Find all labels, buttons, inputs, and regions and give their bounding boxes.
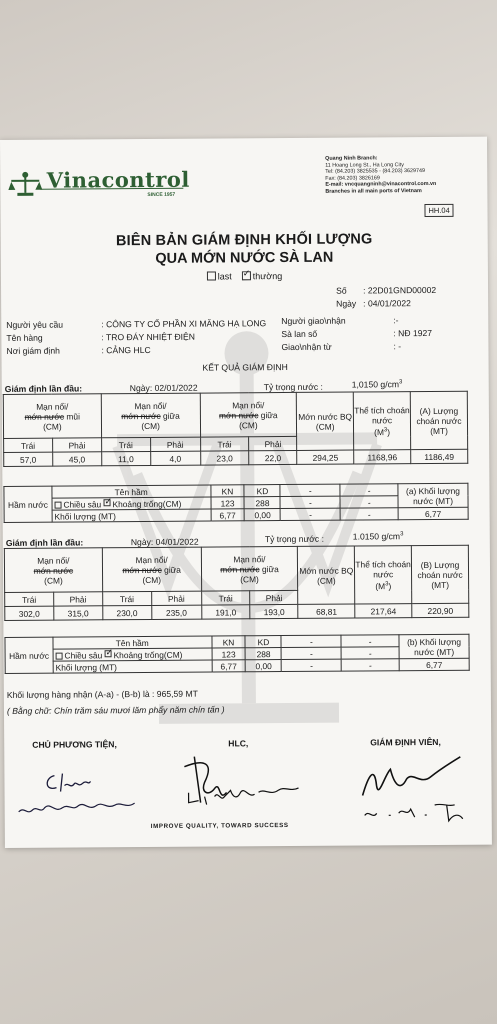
right-header: Phải xyxy=(150,437,200,451)
dash-cell: - xyxy=(280,496,340,508)
water-a-value: 6,77 xyxy=(398,507,468,519)
water-b-header: (b) Khối lượng nước (MT) xyxy=(399,634,469,658)
right-header: Phải xyxy=(151,591,201,605)
goods-label: Tên hàng xyxy=(6,332,43,343)
bow-draft-header: Mạn nổi/ mớn nước mũi (CM) xyxy=(3,394,101,439)
table-cell: 191,0 xyxy=(201,605,250,619)
second-survey-label: Giám định lần đầu: xyxy=(5,537,84,548)
right-header: Phải xyxy=(52,438,101,452)
branch-info xyxy=(325,155,436,195)
place-label: Nơi giám định xyxy=(6,345,60,356)
logo-text: Vinacontrol xyxy=(46,166,190,193)
first-survey-label: Giám định lần đầu: xyxy=(4,383,83,394)
second-density-label: Tỷ trọng nước : xyxy=(264,533,324,545)
left-header: Trái xyxy=(201,591,250,605)
first-density-value: 1,0150 $g/cm^3$ xyxy=(351,379,403,390)
water-a-header: (a) Khối lượng nước (MT) xyxy=(398,483,468,507)
left-header: Trái xyxy=(4,438,53,452)
doc-number-label: Số xyxy=(336,285,347,296)
dash-cell: - xyxy=(341,647,399,659)
table-cell: 220,90 xyxy=(412,603,469,617)
table-cell: 193,0 xyxy=(250,604,298,618)
inspector-title: GIÁM ĐỊNH VIÊN, xyxy=(370,736,441,748)
owner-title: CHỦ PHƯƠNG TIỆN, xyxy=(32,739,117,750)
barge-label: Sà lan số xyxy=(281,328,318,340)
table-cell: 11,0 xyxy=(101,451,150,465)
tank-name-header: Tên hầm xyxy=(52,485,211,498)
kn-header: KN xyxy=(212,636,246,648)
volume-header: Thể tích choán nước $(M^3)$ xyxy=(355,546,412,604)
branch-tel: Tel: (84.203) 3825535 - (84.203) 3629749 xyxy=(325,168,426,175)
first-density-label: Tỷ trọng nước : xyxy=(263,381,323,393)
doc-number: : 22D01GND00002 xyxy=(363,284,437,296)
goods-value: : TRO ĐÁY NHIỆT ĐIỆN xyxy=(101,331,196,343)
first-survey-date: Ngày: 02/01/2022 xyxy=(129,382,198,394)
table-cell: 230,0 xyxy=(103,605,152,619)
result-title: KẾT QUẢ GIÁM ĐỊNH xyxy=(202,361,288,373)
left-header: Trái xyxy=(102,591,151,605)
normal-label: thường xyxy=(252,271,283,282)
dash-cell: - xyxy=(280,484,340,496)
dash-cell: - xyxy=(341,659,399,671)
branch-address: 11 Hoang Long St., Ha Long City xyxy=(325,161,404,169)
stern-draft-header: Mạn nổi/ mớn nước giữa (CM) xyxy=(201,546,298,591)
inspector-signature xyxy=(354,755,484,826)
mass-kn: 6,77 xyxy=(212,660,246,672)
mass-label: Khối lượng (MT) xyxy=(53,660,212,673)
mass-b-header: (B) Lượng choán nước (MT) xyxy=(411,545,468,603)
slogan: IMPROVE QUALITY, TOWARD SUCCESS xyxy=(150,822,289,830)
second-survey-date: Ngày: 04/01/2022 xyxy=(130,536,199,548)
mass-in-words: ( Bằng chữ: Chín trăm sáu mươi lăm phẩy năm chín tấn ) xyxy=(6,704,225,716)
second-draft-table xyxy=(4,545,469,621)
left-header: Trái xyxy=(200,437,249,451)
depth-space-cell: Chiều sâu ✓ Khoảng trống(CM) xyxy=(53,648,212,661)
place-value: : CẢNG HLC xyxy=(101,344,151,356)
requester-value: : CÔNG TY CỔ PHẦN XI MĂNG HẠ LONG xyxy=(101,318,267,330)
right-header: Phải xyxy=(249,436,297,450)
table-cell: 302,0 xyxy=(5,606,54,620)
hlc-signature xyxy=(174,752,304,813)
from-label: Giao\nhận từ xyxy=(281,341,332,353)
depth-space-cell: Chiều sâu ✓ Khoảng trống(CM) xyxy=(52,497,211,510)
doc-title: BIÊN BẢN GIÁM ĐỊNH KHỐI LƯỢNG xyxy=(115,231,373,250)
table-cell: 68,81 xyxy=(298,604,355,618)
table-cell: 57,0 xyxy=(4,452,53,466)
deliverer-value: :- xyxy=(393,315,399,326)
kd-value: 288 xyxy=(246,648,282,660)
table-row xyxy=(4,449,468,466)
tank-name-header: Tên hầm xyxy=(53,636,212,649)
scale-icon xyxy=(8,170,42,196)
barge-value: : NĐ 1927 xyxy=(393,327,433,339)
table-cell: 235,0 xyxy=(151,605,201,619)
right-header: Phải xyxy=(54,592,103,606)
table-cell: 1186,49 xyxy=(411,449,468,463)
table-cell: 294,25 xyxy=(297,450,354,464)
stern-draft-header: Mạn nổi/ mớn nước giữa (CM) xyxy=(200,392,297,437)
since-label: SINCE 1957 xyxy=(147,191,176,198)
received-mass: Khối lượng hàng nhận (A-a) - (B-b) là : 965,59 MT xyxy=(6,688,198,700)
table-cell: 315,0 xyxy=(54,606,103,620)
branch-note: Branches in all main ports of Vietnam xyxy=(325,188,422,195)
table-cell: 217,64 xyxy=(355,604,412,618)
type-options xyxy=(1,270,488,283)
table-cell: 1168,96 xyxy=(354,450,411,464)
table-row xyxy=(5,603,469,620)
last-label: last xyxy=(217,271,232,282)
mid-draft-header: Mạn nổi/ mớn nước giữa (CM) xyxy=(102,547,201,592)
mid-draft-header: Mạn nổi/ mớn nước giữa (CM) xyxy=(101,393,200,438)
deliverer-label: Người giao\nhận xyxy=(281,315,346,327)
form-code: HH.04 xyxy=(424,204,453,217)
mass-kd: 0,00 xyxy=(245,509,281,521)
dash-cell: - xyxy=(340,508,398,520)
tank-label: Hầm nước xyxy=(5,637,53,673)
tank-label: Hầm nước xyxy=(4,486,52,522)
bow-draft-header: Mạn nổi/ mớn nước (CM) xyxy=(4,548,102,593)
table-cell: 45,0 xyxy=(53,452,102,466)
first-draft-table xyxy=(3,391,468,467)
owner-signature xyxy=(14,767,144,828)
dash-cell: - xyxy=(340,496,398,508)
dash-cell: - xyxy=(281,647,341,659)
doc-date: : 04/01/2022 xyxy=(363,298,411,309)
requester-label: Người yêu cầu xyxy=(6,319,64,330)
second-density-value: 1.0150 $g/cm^3$ xyxy=(352,531,404,542)
right-header: Phải xyxy=(250,590,298,604)
kn-value: 123 xyxy=(212,648,246,660)
avg-draft-header: Mớn nước BQ (CM) xyxy=(298,546,355,604)
table-cell: 22,0 xyxy=(249,450,297,464)
branch-email: E-mail: vncquangninh@vinacontrol.com.vn xyxy=(325,181,437,189)
volume-header: Thể tích choán nước $(M^3)$ xyxy=(353,392,410,450)
mass-kd: 0,00 xyxy=(246,660,282,672)
doc-subtitle: QUA MỚN NƯỚC SÀ LAN xyxy=(155,249,334,267)
branch-fax: Fax: (84.203) 3826169 xyxy=(325,175,380,182)
left-header: Trái xyxy=(101,437,150,451)
mass-a-header: (A) Lượng choán nước (MT) xyxy=(410,391,467,449)
dash-cell: - xyxy=(282,659,342,671)
mass-label: Khối lượng (MT) xyxy=(52,509,211,522)
kd-value: 288 xyxy=(244,497,280,509)
branch-title: Quang Ninh Branch: xyxy=(325,155,378,162)
kd-header: KD xyxy=(244,485,280,497)
from-value: : - xyxy=(393,341,402,352)
kn-header: KN xyxy=(210,485,244,497)
inspection-document xyxy=(0,137,492,848)
last-checkbox xyxy=(207,271,216,280)
mass-kn: 6,77 xyxy=(211,509,245,521)
table-cell: 23,0 xyxy=(200,451,249,465)
tank-table-1 xyxy=(3,483,468,523)
tank-table-2 xyxy=(4,634,469,674)
table-cell: 4,0 xyxy=(150,451,200,465)
dash-cell: - xyxy=(340,484,398,496)
normal-checkbox xyxy=(242,271,251,280)
hlc-title: HLC, xyxy=(228,738,249,749)
kn-value: 123 xyxy=(211,497,245,509)
avg-draft-header: Mớn nước BQ (CM) xyxy=(297,392,354,450)
doc-date-label: Ngày xyxy=(336,298,357,309)
dash-cell: - xyxy=(281,508,341,520)
kd-header: KD xyxy=(245,636,281,648)
water-b-value: 6,77 xyxy=(399,658,469,670)
left-header: Trái xyxy=(5,592,54,606)
dash-cell: - xyxy=(341,635,399,647)
dash-cell: - xyxy=(281,635,341,647)
